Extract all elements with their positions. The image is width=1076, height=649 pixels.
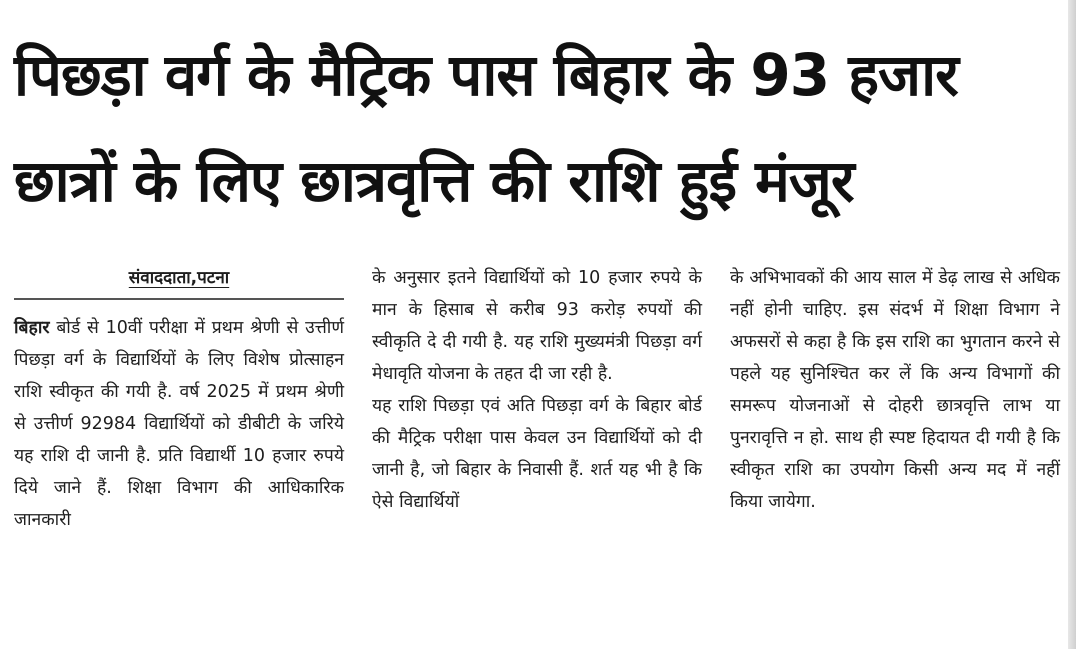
byline bbox=[14, 262, 344, 294]
column-2-paragraph-2: यह राशि पिछड़ा एवं अति पिछड़ा वर्ग के बिहार बोर्ड की मैट्रिक परीक्षा पास केवल उन विद्यार्थियों को दी जानी है, जो बिहार के निवासी हैं. शर्त यह भी है कि ऐसे विद्यार्थियों bbox=[372, 396, 702, 512]
column-1-paragraph bbox=[14, 312, 344, 536]
headline bbox=[14, 22, 1054, 234]
column-2-paragraph-1: के अनुसार इतने विद्यार्थियों को 10 हजार रुपये के मान के हिसाब से करीब 93 करोड़ रुपयों की स्वीकृति दे दी गयी है. यह राशि मुख्यमंत्री पिछड़ा वर्ग मेधावृति योजना के तहत दी जा रही है. bbox=[372, 268, 702, 384]
article-column-3 bbox=[730, 262, 1060, 518]
lead-word: बिहार bbox=[14, 318, 50, 338]
column-1-text: बोर्ड से 10वीं परीक्षा में प्रथम श्रेणी से उत्तीर्ण पिछड़ा वर्ग के विद्यार्थियों के लिए विशेष प्रोत्साहन राशि स्वीकृत की गयी है. वर्ष 2025 में प्रथम श्रेणी से उत्तीर्ण 92984 विद्यार्थियों को डीबीटी के जरिये यह राशि दी जानी है. प्रति विद्यार्थी 10 हजार रुपये दिये जाने हैं. शिक्षा विभाग की आधिकारिक जानकारी bbox=[14, 318, 344, 530]
page-edge-shadow bbox=[1068, 0, 1076, 649]
column-3-paragraph: के अभिभावकों की आय साल में डेढ़ लाख से अधिक नहीं होनी चाहिए. इस संदर्भ में शिक्षा विभाग ने अफसरों से कहा है कि इस राशि का भुगतान करने से पहले यह सुनिश्चित कर लें कि अन्य विभागों की समरूप योजनाओं से दोहरी छात्रवृत्ति लाभ या पुनरावृत्ति न हो. साथ ही स्पष्ट हिदायत दी गयी है कि स्वीकृत राशि का उपयोग किसी अन्य मद में नहीं किया जायेगा. bbox=[730, 268, 1060, 512]
byline-text: संवाददाता,पटना bbox=[128, 268, 230, 288]
headline-line-2: छात्रों के लिए छात्रवृत्ति की राशि हुई मंजूर bbox=[14, 147, 854, 215]
article-column-2 bbox=[372, 262, 702, 518]
byline-divider bbox=[14, 298, 344, 300]
article-column-1 bbox=[14, 262, 344, 536]
headline-line-1: पिछड़ा वर्ग के मैट्रिक पास बिहार के 93 हजार bbox=[14, 41, 958, 109]
